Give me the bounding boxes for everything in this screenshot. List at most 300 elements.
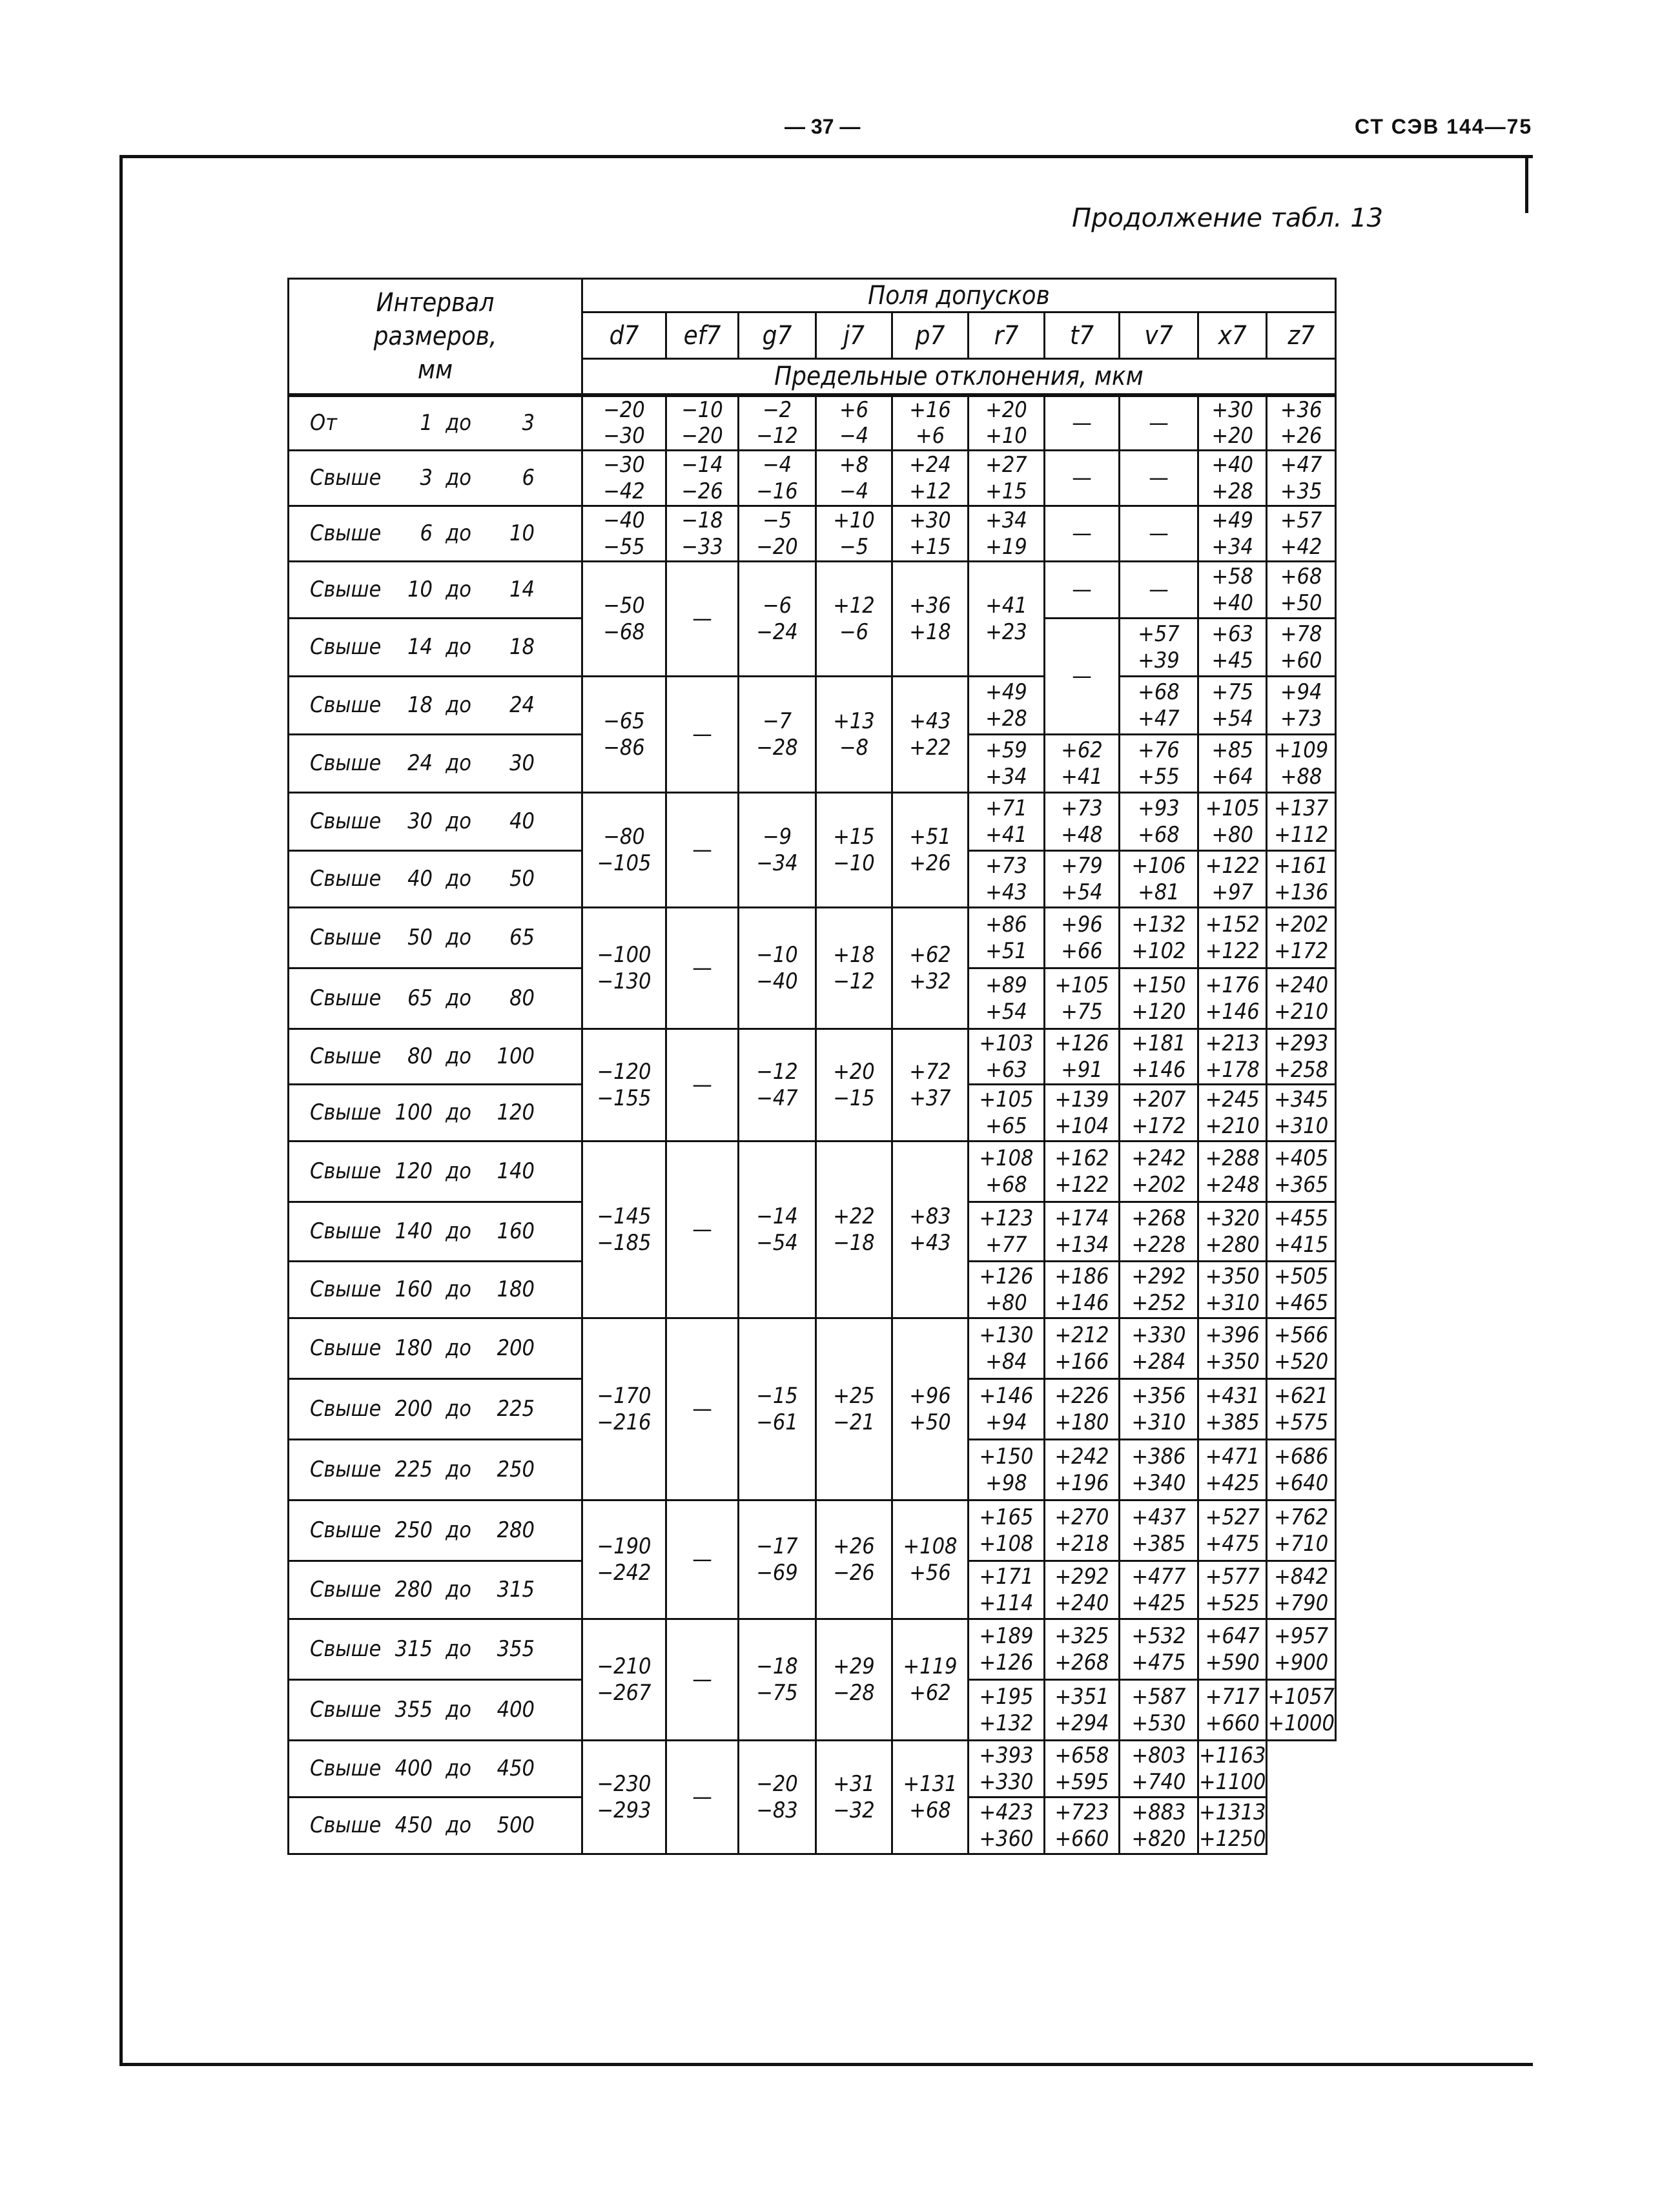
cell-ef7-value: −14	[681, 451, 723, 478]
cell-r7-value: +108	[979, 1530, 1034, 1557]
cell-v7	[1120, 619, 1198, 677]
cell-r7-value: +54	[985, 998, 1027, 1025]
cell-d7	[582, 908, 666, 1029]
cell-x7-value: +350	[1205, 1263, 1260, 1289]
size-range-d: до	[446, 925, 471, 951]
cell-t7-value: +54	[1061, 879, 1103, 905]
cell-r7-value: +114	[979, 1590, 1034, 1616]
cell-g7-value: −24	[756, 619, 798, 645]
size-range-d: до	[446, 866, 471, 892]
cell-x7-value: +152	[1205, 911, 1260, 937]
cell-t7-value: +62	[1061, 737, 1103, 763]
size-range-a: 65	[407, 985, 433, 1012]
size-range-b: 50	[509, 866, 535, 892]
col-header-g7: g7	[739, 312, 816, 359]
cell-v7-value: +660	[1054, 1825, 1109, 1852]
cell-p7-value: +119	[903, 1653, 958, 1679]
cell-z7-value: +1250	[1199, 1825, 1266, 1852]
cell-d7-value: −86	[603, 734, 645, 761]
cell-x7-value: +288	[1205, 1145, 1260, 1171]
cell-r7-value: +123	[979, 1205, 1034, 1231]
cell-z7-value: +136	[1274, 879, 1329, 905]
cell-d7-value: −293	[597, 1797, 651, 1823]
cell-t7-value: +66	[1061, 937, 1103, 964]
cell-z7-value: +240	[1274, 972, 1329, 998]
cell-g7	[739, 451, 816, 506]
cell-t7-value: +105	[1054, 972, 1109, 998]
cell-r7	[969, 395, 1045, 451]
cell-p7	[892, 451, 969, 506]
size-range-w: Свыше	[310, 1577, 382, 1603]
cell-z7-value: +1057	[1267, 1683, 1335, 1710]
cell-r7	[969, 1318, 1045, 1379]
cell-d7-value: −80	[603, 823, 645, 850]
cell-j7-value: +26	[833, 1533, 875, 1559]
cell-g7	[739, 1619, 816, 1741]
size-range-d: до	[446, 634, 471, 661]
cell-t7-value: +180	[1054, 1409, 1109, 1435]
cell-v7	[1120, 1440, 1198, 1500]
table-caption: Продолжение табл. 13	[1072, 203, 1384, 233]
cell-x7-value: +146	[1205, 998, 1260, 1025]
cell-x7	[1120, 1741, 1198, 1797]
cell-r7-value: +77	[985, 1231, 1027, 1258]
cell-z7-value: +47	[1280, 451, 1322, 478]
cell-r7-value: +80	[985, 1289, 1027, 1316]
cell-z7	[1267, 506, 1335, 562]
cell-t7-value: +162	[1054, 1145, 1109, 1171]
size-range-a: 140	[395, 1218, 433, 1245]
cell-j7-value: +8	[839, 451, 869, 478]
cell-v7	[1120, 1619, 1198, 1680]
cell-z7-value: +36	[1280, 396, 1322, 423]
table-body	[289, 395, 1336, 1854]
cell-t7	[1045, 1085, 1120, 1142]
cell-t7-value: +73	[1061, 795, 1103, 821]
size-range-w: Свыше	[310, 1812, 382, 1839]
col-header-t7: t7	[1045, 312, 1120, 359]
cell-r7	[969, 1379, 1045, 1440]
cell-t7-value: +48	[1061, 821, 1103, 848]
cell-r7-value: +126	[979, 1649, 1034, 1675]
cell-r7	[969, 506, 1045, 562]
cell-z7-value: +415	[1274, 1231, 1329, 1258]
cell-v7-value: +530	[1131, 1710, 1186, 1736]
cell-g7-value: −18	[756, 1653, 798, 1679]
cell-t7	[1045, 1680, 1120, 1741]
size-range-a: 40	[407, 866, 433, 892]
cell-r7-value: +150	[979, 1443, 1034, 1470]
cell-j7-value: −21	[833, 1409, 875, 1435]
cell-g7-value: −16	[756, 478, 798, 504]
cell-x7-value: +30	[1211, 396, 1253, 423]
cell-d7-value: −40	[603, 507, 645, 533]
cell-r7	[969, 1680, 1045, 1741]
cell-x7	[1198, 1142, 1267, 1202]
cell-x7-value: +122	[1205, 937, 1260, 964]
cell-t7	[1045, 506, 1120, 562]
cell-v7-value: —	[1149, 577, 1169, 603]
size-range-w: Свыше	[310, 1517, 382, 1544]
cell-j7-value: +12	[833, 592, 875, 619]
cell-j7	[816, 793, 892, 908]
cell-j7-value: −32	[833, 1797, 875, 1823]
cell-v7	[1120, 1379, 1198, 1440]
cell-p7-value: +15	[909, 533, 951, 560]
col-header-z7: z7	[1267, 312, 1335, 359]
cell-x7-value: +40	[1211, 589, 1253, 616]
table-row	[289, 1029, 1336, 1085]
cell-x7	[1198, 1262, 1267, 1318]
size-range-b: 225	[497, 1396, 535, 1422]
cell-ef7-empty	[666, 908, 739, 1029]
table-row	[289, 562, 1336, 619]
size-range-d: до	[446, 1276, 471, 1303]
cell-j7	[816, 451, 892, 506]
cell-d7-value: −145	[597, 1203, 651, 1229]
cell-d7	[582, 506, 666, 562]
cell-v7-value: +437	[1131, 1504, 1186, 1530]
cell-t7	[1045, 451, 1120, 506]
cell-p7	[892, 1029, 969, 1142]
cell-v7	[1120, 1085, 1198, 1142]
cell-t7-value: +218	[1054, 1530, 1109, 1557]
size-range-d: до	[446, 577, 471, 603]
cell-p7-value: +24	[909, 451, 951, 478]
cell-d7-value: −230	[597, 1770, 651, 1797]
cell-p7-value: +43	[909, 708, 951, 734]
cell-p7	[892, 395, 969, 451]
size-range-b: 315	[497, 1577, 535, 1603]
cell-v7	[1120, 562, 1198, 619]
size-range-w: Свыше	[310, 1396, 382, 1422]
cell-v7-value: —	[1149, 465, 1169, 491]
cell-v7-value: +207	[1131, 1086, 1186, 1112]
cell-d7	[582, 395, 666, 451]
cell-p7	[892, 908, 969, 1029]
size-range-a: 3	[420, 465, 433, 491]
cell-g7-value: −17	[756, 1533, 798, 1559]
size-range-w: Свыше	[310, 577, 382, 603]
cell-g7	[739, 1029, 816, 1142]
cell-z7	[1267, 677, 1335, 735]
size-range-a: 400	[395, 1756, 433, 1782]
cell-j7-value: −4	[839, 423, 869, 449]
cell-t7	[1045, 1142, 1120, 1202]
cell-ef7-empty	[666, 1500, 739, 1619]
size-range-w: Свыше	[310, 866, 382, 892]
cell-d7-value: −55	[603, 533, 645, 560]
cell-v7-value: +595	[1054, 1768, 1109, 1795]
size-range-b: 3	[522, 409, 535, 436]
size-range-w: От	[310, 409, 337, 436]
cell-t7-value: +126	[1054, 1030, 1109, 1056]
cell-t7-value: +174	[1054, 1205, 1109, 1231]
cell-z7-value: +50	[1280, 589, 1322, 616]
cell-j7-value: −12	[833, 968, 875, 994]
cell-v7-value: +102	[1131, 937, 1186, 964]
cell-ef7-dash: —	[692, 1396, 712, 1422]
cell-r7-value: +108	[979, 1145, 1034, 1171]
cell-t7-value: +122	[1054, 1171, 1109, 1198]
cell-r7-value: +41	[985, 592, 1027, 619]
cell-j7-value: +25	[833, 1382, 875, 1409]
cell-t7	[1045, 735, 1120, 793]
cell-v7-value: +475	[1131, 1649, 1186, 1675]
cell-r7-value: +171	[979, 1563, 1034, 1590]
cell-j7	[816, 1619, 892, 1741]
cell-r7-value: +34	[985, 507, 1027, 533]
cell-ef7-dash: —	[692, 1666, 712, 1693]
cell-t7-value: +294	[1054, 1710, 1109, 1736]
cell-r7	[969, 968, 1045, 1029]
cell-x7	[1198, 1029, 1267, 1085]
table-row	[289, 1142, 1336, 1202]
size-range-d: до	[446, 1457, 471, 1483]
cell-x7-value: +660	[1205, 1710, 1260, 1736]
cell-p7-value: +83	[909, 1203, 951, 1229]
cell-z7	[1267, 1202, 1335, 1262]
cell-t7-value: +75	[1061, 998, 1103, 1025]
cell-ef7-dash: —	[692, 1546, 712, 1573]
cell-z7-value: +365	[1274, 1171, 1329, 1198]
cell-v7-value: +340	[1131, 1470, 1186, 1496]
table-row	[289, 1318, 1336, 1379]
cell-x7-value: +883	[1131, 1799, 1186, 1825]
cell-g7-value: −12	[756, 1058, 798, 1085]
cell-p7-value: +50	[909, 1409, 951, 1435]
cell-t7-value: +146	[1054, 1289, 1109, 1316]
cell-g7-value: −61	[756, 1409, 798, 1435]
cell-z7-value: +345	[1274, 1086, 1329, 1112]
cell-t7	[1045, 1500, 1120, 1561]
cell-v7-value: +55	[1138, 763, 1180, 790]
cell-t7-value: +96	[1061, 911, 1103, 937]
cell-v7-value: +39	[1138, 647, 1180, 673]
cell-j7-value: −8	[839, 734, 869, 761]
cell-g7	[739, 1142, 816, 1318]
cell-g7-value: −20	[756, 1770, 798, 1797]
size-range-b: 18	[509, 634, 535, 661]
cell-g7-value: −2	[762, 396, 792, 423]
cell-z7-value: +686	[1274, 1443, 1329, 1470]
cell-x7	[1198, 1619, 1267, 1680]
col-header-x7: x7	[1198, 312, 1267, 359]
cell-x7-value: +63	[1211, 620, 1253, 647]
cell-z7-value: +621	[1274, 1382, 1329, 1409]
tolerance-table	[287, 278, 1337, 1855]
cell-r7	[969, 908, 1045, 968]
cell-ef7-empty	[666, 793, 739, 908]
cell-j7	[816, 506, 892, 562]
size-range-a: 225	[395, 1457, 433, 1483]
size-range	[289, 1797, 582, 1854]
size-range	[289, 1500, 582, 1561]
size-range-b: 120	[497, 1100, 535, 1126]
cell-z7-value: +1100	[1199, 1768, 1266, 1795]
cell-p7	[892, 506, 969, 562]
size-range-w: Свыше	[310, 465, 382, 491]
cell-v7-value: —	[1149, 409, 1169, 436]
cell-j7	[816, 1318, 892, 1500]
cell-t7-value: +196	[1054, 1470, 1109, 1496]
size-range-d: до	[446, 1517, 471, 1544]
cell-d7-value: −65	[603, 708, 645, 734]
cell-z7-value: +465	[1274, 1289, 1329, 1316]
cell-p7	[892, 1741, 969, 1854]
col-header-d7: d7	[582, 312, 666, 359]
cell-x7	[1198, 1379, 1267, 1440]
cell-p7-value: +51	[909, 823, 951, 850]
cell-r7	[969, 793, 1045, 851]
cell-r7-value: +19	[985, 533, 1027, 560]
size-range-d: до	[446, 692, 471, 719]
cell-j7-value: −10	[833, 850, 875, 876]
size-range	[289, 1379, 582, 1440]
cell-z7	[1267, 735, 1335, 793]
cell-z7	[1267, 1440, 1335, 1500]
cell-v7	[1120, 851, 1198, 908]
cell-z7-value: +957	[1274, 1623, 1329, 1649]
cell-v7	[1120, 1202, 1198, 1262]
cell-t7	[1045, 619, 1120, 735]
size-range-w: Свыше	[310, 925, 382, 951]
size-range-w: Свыше	[310, 1457, 382, 1483]
cell-j7-value: −28	[833, 1679, 875, 1706]
size-range-d: до	[446, 520, 471, 547]
cell-p7-value: +62	[909, 941, 951, 968]
cell-p7-value: +16	[909, 396, 951, 423]
cell-v7-value: +81	[1138, 879, 1180, 905]
cell-j7-value: +29	[833, 1653, 875, 1679]
size-range-b: 200	[497, 1335, 535, 1362]
cell-v7-value: +330	[1131, 1322, 1186, 1348]
cell-z7-value: +293	[1274, 1030, 1329, 1056]
table-row	[289, 793, 1336, 851]
size-range-b: 6	[522, 465, 535, 491]
cell-g7-value: −5	[762, 507, 792, 533]
cell-z7-value: +258	[1274, 1056, 1329, 1083]
size-range-w: Свыше	[310, 1636, 382, 1663]
cell-v7-value: +532	[1131, 1623, 1186, 1649]
cell-z7-value: +172	[1274, 937, 1329, 964]
size-range-a: 18	[407, 692, 433, 719]
col-header-p7: p7	[892, 312, 969, 359]
cell-z7-value: +94	[1280, 679, 1322, 705]
cell-ef7-dash: —	[692, 837, 712, 863]
cell-ef7-empty	[666, 562, 739, 677]
size-range-d: до	[446, 1396, 471, 1422]
cell-z7-value: +710	[1274, 1530, 1329, 1557]
cell-v7-value: +181	[1131, 1030, 1186, 1056]
cell-p7-value: +108	[903, 1533, 958, 1559]
size-range-b: 250	[497, 1457, 535, 1483]
cell-x7-value: +80	[1211, 821, 1253, 848]
cell-x7-value: +471	[1205, 1443, 1260, 1470]
cell-t7	[969, 1741, 1045, 1797]
size-range-b: 10	[509, 520, 535, 547]
size-range	[289, 968, 582, 1029]
cell-x7	[1198, 1202, 1267, 1262]
cell-j7-value: +22	[833, 1203, 875, 1229]
cell-g7-value: −7	[762, 708, 792, 734]
cell-z7	[1267, 1085, 1335, 1142]
cell-t7-value: +270	[1054, 1504, 1109, 1530]
cell-x7	[1198, 968, 1267, 1029]
cell-g7-value: −34	[756, 850, 798, 876]
cell-x7-value: +527	[1205, 1504, 1260, 1530]
cell-x7-value: +310	[1205, 1289, 1260, 1316]
cell-j7-value: +31	[833, 1770, 875, 1797]
cell-g7	[739, 1500, 816, 1619]
cell-z7-value: +109	[1274, 737, 1329, 763]
cell-j7	[816, 562, 892, 677]
size-range	[289, 1741, 582, 1797]
cell-g7-value: −20	[756, 533, 798, 560]
size-range	[289, 1202, 582, 1262]
cell-g7	[739, 1318, 816, 1500]
cell-r7	[969, 1142, 1045, 1202]
cell-z7-value: +505	[1274, 1263, 1329, 1289]
cell-t7-value: +393	[979, 1742, 1034, 1768]
cell-j7	[816, 1142, 892, 1318]
cell-j7	[816, 1500, 892, 1619]
cell-x7-value: +320	[1205, 1205, 1260, 1231]
cell-z7-value: +78	[1280, 620, 1322, 647]
cell-r7-value: +195	[979, 1683, 1034, 1710]
cell-t7	[1045, 1379, 1120, 1440]
cell-g7-value: −12	[756, 423, 798, 449]
cell-v7	[1120, 1500, 1198, 1561]
cell-d7-value: −100	[597, 941, 651, 968]
cell-g7-value: −40	[756, 968, 798, 994]
cell-t7-value: +423	[979, 1799, 1034, 1825]
cell-z7	[1267, 968, 1335, 1029]
cell-z7	[1267, 1318, 1335, 1379]
cell-v7	[1120, 1561, 1198, 1619]
cell-v7	[1120, 793, 1198, 851]
size-range	[289, 851, 582, 908]
size-range	[289, 1318, 582, 1379]
cell-v7	[1120, 1142, 1198, 1202]
cell-d7	[582, 793, 666, 908]
size-range	[289, 395, 582, 451]
size-range-a: 50	[407, 925, 433, 951]
cell-x7	[1198, 1500, 1267, 1561]
cell-x7-value: +248	[1205, 1171, 1260, 1198]
cell-t7-value: +330	[979, 1768, 1034, 1795]
cell-d7-value: −130	[597, 968, 651, 994]
size-range-w: Свыше	[310, 750, 382, 777]
size-range-b: 355	[497, 1636, 535, 1663]
cell-g7	[739, 395, 816, 451]
cell-g7-value: −83	[756, 1797, 798, 1823]
size-range-a: 30	[407, 808, 433, 835]
cell-v7-value: +386	[1131, 1443, 1186, 1470]
cell-x7-value: +49	[1211, 507, 1253, 533]
cell-t7-value: +226	[1054, 1382, 1109, 1409]
cell-t7-value: —	[1072, 520, 1092, 547]
size-range-d: до	[446, 1697, 471, 1723]
size-range-b: 140	[497, 1158, 535, 1185]
cell-z7	[1267, 619, 1335, 677]
cell-r7-value: +130	[979, 1322, 1034, 1348]
cell-j7-value: −18	[833, 1229, 875, 1256]
cell-z7-value: +842	[1274, 1563, 1329, 1590]
cell-v7-value: +385	[1131, 1530, 1186, 1557]
cell-v7-value: +723	[1054, 1799, 1109, 1825]
cell-x7-value: +350	[1205, 1348, 1260, 1375]
